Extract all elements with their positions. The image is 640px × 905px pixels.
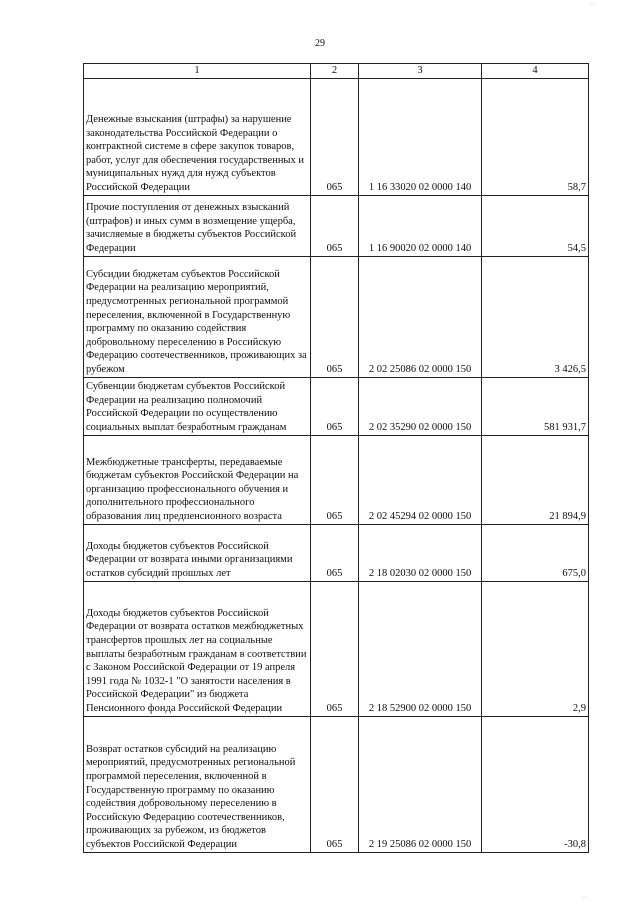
scan-mark-bottom: ··· — [582, 895, 588, 901]
revenue-name: Денежные взыскания (штрафы) за нарушение законодательства Российской Федерации о контрактной системе в сфере закупок товаров, работ, услуг для обеспечения государственных и муниципальных нужд для нужд субъектов Российской Федерации — [84, 78, 311, 195]
revenue-name: Межбюджетные трансферты, передаваемые бюджетам субъектов Российской Федерации на организацию профессионального обучения и дополнительного профессионального образования лиц предпенсионного возраста — [84, 435, 311, 524]
admin-code: 065 — [311, 377, 359, 435]
table-row — [84, 435, 589, 524]
header-row — [84, 64, 589, 79]
table-header — [84, 64, 589, 79]
budget-classification-code: 2 02 35290 02 0000 150 — [359, 377, 482, 435]
admin-code: 065 — [311, 581, 359, 716]
amount: 21 894,9 — [482, 435, 589, 524]
budget-classification-code: 2 02 25086 02 0000 150 — [359, 256, 482, 377]
amount: 2,9 — [482, 581, 589, 716]
budget-classification-code: 1 16 90020 02 0000 140 — [359, 195, 482, 256]
amount: 54,5 — [482, 195, 589, 256]
revenue-name: Доходы бюджетов субъектов Российской Федерации от возврата иными организациями остатков субсидий прошлых лет — [84, 524, 311, 581]
column-header-4: 4 — [482, 64, 589, 79]
table-row — [84, 195, 589, 256]
amount: 58,7 — [482, 78, 589, 195]
amount: 3 426,5 — [482, 256, 589, 377]
page-number: 29 — [315, 38, 325, 49]
table-row — [84, 78, 589, 195]
admin-code: 065 — [311, 195, 359, 256]
table-row — [84, 524, 589, 581]
table-row — [84, 716, 589, 852]
amount: -30,8 — [482, 716, 589, 852]
admin-code: 065 — [311, 716, 359, 852]
table-body — [84, 78, 589, 852]
admin-code: 065 — [311, 256, 359, 377]
table-row — [84, 256, 589, 377]
column-header-2: 2 — [311, 64, 359, 79]
budget-revenue-table — [83, 63, 589, 853]
amount: 675,0 — [482, 524, 589, 581]
budget-classification-code: 2 19 25086 02 0000 150 — [359, 716, 482, 852]
scan-mark-top: ··· — [590, 2, 596, 8]
table-row — [84, 377, 589, 435]
revenue-name: Субсидии бюджетам субъектов Российской Федерации на реализацию мероприятий, предусмотренных региональной программой переселения, включенной в Государственную программу по оказанию содействия добровольному переселению в Российскую Федерацию соотечественников, проживающих за рубежом — [84, 256, 311, 377]
revenue-name: Прочие поступления от денежных взысканий (штрафов) и иных сумм в возмещение ущерба, зачисляемые в бюджеты субъектов Российской Федерации — [84, 195, 311, 256]
budget-classification-code: 2 02 45294 02 0000 150 — [359, 435, 482, 524]
amount: 581 931,7 — [482, 377, 589, 435]
admin-code: 065 — [311, 435, 359, 524]
budget-classification-code: 2 18 52900 02 0000 150 — [359, 581, 482, 716]
admin-code: 065 — [311, 78, 359, 195]
budget-classification-code: 1 16 33020 02 0000 140 — [359, 78, 482, 195]
admin-code: 065 — [311, 524, 359, 581]
budget-classification-code: 2 18 02030 02 0000 150 — [359, 524, 482, 581]
revenue-name: Возврат остатков субсидий на реализацию мероприятий, предусмотренных региональной программой переселения, включенной в Государственную программу по оказанию содействия добровольному переселению в Российскую Федерацию соотечественников, проживающих за рубежом, из бюджетов субъектов Российской Федерации — [84, 716, 311, 852]
table-row — [84, 581, 589, 716]
revenue-name: Доходы бюджетов субъектов Российской Федерации от возврата остатков межбюджетных трансфертов прошлых лет на социальные выплаты безработным гражданам в соответствии с Законом Российской Федерации от 19 апреля 1991 года № 1032-1 "О занятости населения в Российской Федерации" из бюджета Пенсионного фонда Российской Федерации — [84, 581, 311, 716]
column-header-3: 3 — [359, 64, 482, 79]
revenue-name: Субвенции бюджетам субъектов Российской Федерации на реализацию полномочий Российской Федерации по осуществлению социальных выплат безработным гражданам — [84, 377, 311, 435]
column-header-1: 1 — [84, 64, 311, 79]
